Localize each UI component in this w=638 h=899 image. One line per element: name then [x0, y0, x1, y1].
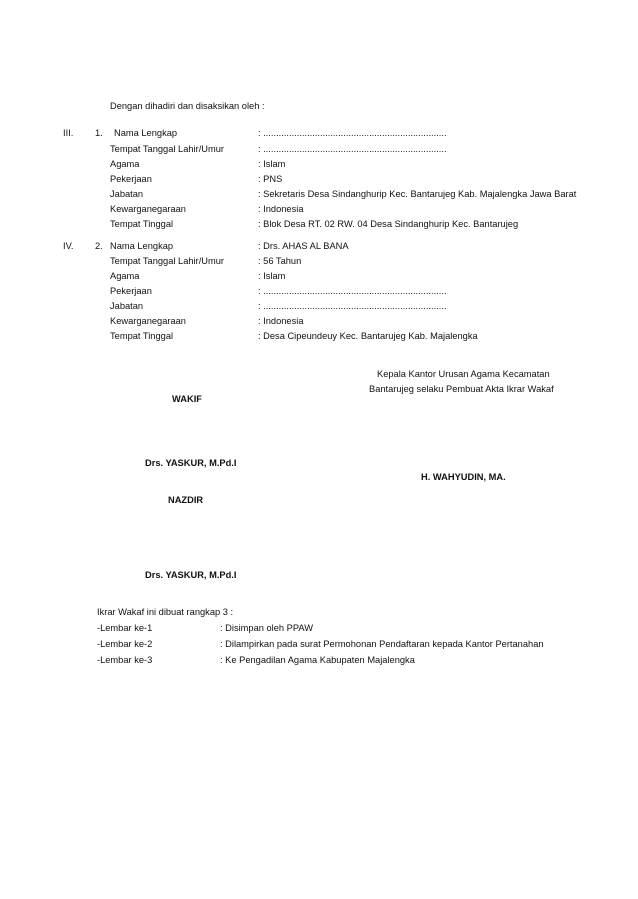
field-value-jabatan: : Sekretaris Desa Sindanghurip Kec. Bantarujeg Kab. Majalengka Jawa Barat: [258, 189, 577, 199]
field-value-pekerjaan: : .......................................................................: [258, 286, 447, 296]
copy-value-2: : Dilampirkan pada surat Permohonan Pendaftaran kepada Kantor Pertanahan: [220, 639, 544, 649]
copy-value-3: : Ke Pengadilan Agama Kabupaten Majalengka: [220, 655, 415, 665]
field-value-agama: : Islam: [258, 159, 286, 169]
field-label-agama: Agama: [110, 271, 140, 281]
copy-value-1: : Disimpan oleh PPAW: [220, 623, 314, 633]
nazdir-name: Drs. YASKUR, M.Pd.I: [145, 570, 237, 580]
field-label-jabatan: Jabatan: [110, 301, 144, 311]
copy-label-3: -Lembar ke-3: [97, 655, 153, 665]
field-label-kewarganegaraan: Kewarganegaraan: [110, 204, 186, 214]
field-value-tempat-tinggal: : Blok Desa RT. 02 RW. 04 Desa Sindanghurip Kec. Bantarujeg: [258, 219, 519, 229]
field-label-pekerjaan: Pekerjaan: [110, 286, 152, 296]
witness-number: 1.: [95, 128, 103, 138]
field-value-agama: : Islam: [258, 271, 286, 281]
field-label-tempat-tinggal: Tempat Tinggal: [110, 331, 174, 341]
copy-label-1: -Lembar ke-1: [97, 623, 153, 633]
field-value-ttl: : 56 Tahun: [258, 256, 302, 266]
field-label-kewarganegaraan: Kewarganegaraan: [110, 316, 186, 326]
field-value-nama-lengkap: : .......................................................................: [258, 128, 447, 138]
field-label-ttl: Tempat Tanggal Lahir/Umur: [110, 256, 225, 266]
official-title-line1: Kepala Kantor Urusan Agama Kecamatan: [377, 369, 550, 379]
field-label-jabatan: Jabatan: [110, 189, 144, 199]
field-label-nama-lengkap: Nama Lengkap: [114, 128, 178, 138]
wakif-label: WAKIF: [172, 394, 202, 404]
field-value-nama-lengkap: : Drs. AHAS AL BANA: [258, 241, 349, 251]
copies-intro: Ikrar Wakaf ini dibuat rangkap 3 :: [97, 607, 234, 617]
field-value-ttl: : .......................................................................: [258, 144, 447, 154]
field-label-nama-lengkap: Nama Lengkap: [110, 241, 174, 251]
field-label-agama: Agama: [110, 159, 140, 169]
section-roman-numeral: III.: [63, 128, 74, 138]
official-title-line2: Bantarujeg selaku Pembuat Akta Ikrar Wakaf: [369, 384, 554, 394]
field-label-ttl: Tempat Tanggal Lahir/Umur: [110, 144, 225, 154]
field-value-pekerjaan: : PNS: [258, 174, 283, 184]
field-value-tempat-tinggal: : Desa Cipeundeuy Kec. Bantarujeg Kab. Majalengka: [258, 331, 478, 341]
section-roman-numeral: IV.: [63, 241, 74, 251]
nazdir-label: NAZDIR: [168, 495, 204, 505]
wakif-name: Drs. YASKUR, M.Pd.I: [145, 458, 237, 468]
intro-text: Dengan dihadiri dan disaksikan oleh :: [110, 101, 265, 111]
field-label-tempat-tinggal: Tempat Tinggal: [110, 219, 174, 229]
field-value-kewarganegaraan: : Indonesia: [258, 316, 304, 326]
field-value-jabatan: : .......................................................................: [258, 301, 447, 311]
copy-label-2: -Lembar ke-2: [97, 639, 153, 649]
witness-number: 2.: [95, 241, 103, 251]
field-value-kewarganegaraan: : Indonesia: [258, 204, 304, 214]
official-name: H. WAHYUDIN, MA.: [421, 472, 506, 482]
field-label-pekerjaan: Pekerjaan: [110, 174, 152, 184]
